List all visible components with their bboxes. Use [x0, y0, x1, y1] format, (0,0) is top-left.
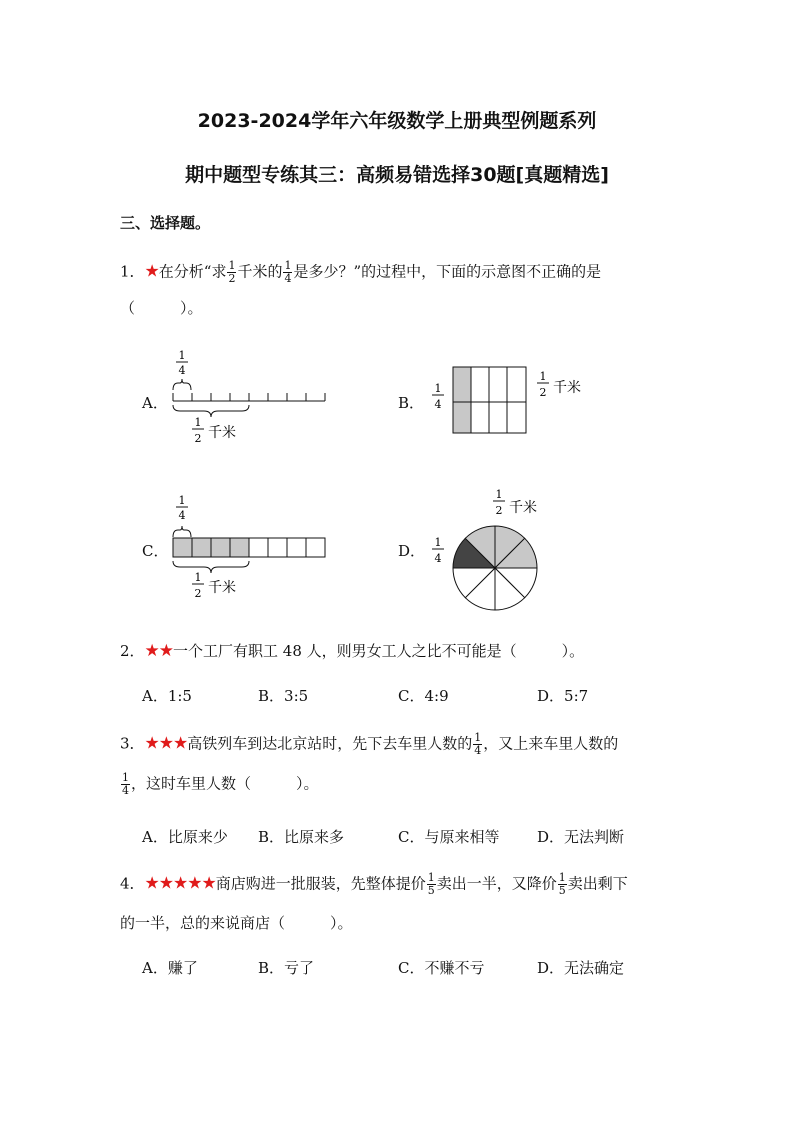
svg-text:1: 1 [194, 416, 202, 429]
svg-text:4: 4 [434, 552, 442, 565]
fraction: $\frac{1}{5}$ [427, 871, 435, 897]
svg-text:2: 2 [539, 386, 547, 399]
svg-text:2: 2 [194, 587, 202, 600]
option-c-diagram [168, 492, 338, 604]
option-a-label: A． [142, 394, 168, 412]
q3-option-d: D．无法判断 [537, 828, 625, 846]
q3-option-a: A．比原来少 [142, 828, 228, 846]
question-text: 卖出剩下 [567, 874, 628, 893]
svg-text:2: 2 [194, 432, 202, 445]
svg-text:千米: 千米 [208, 580, 236, 596]
svg-text:1: 1 [178, 494, 186, 507]
svg-text:1: 1 [495, 488, 503, 501]
svg-text:4: 4 [434, 398, 442, 411]
question-number: 3． [120, 734, 145, 753]
fraction: $\frac{1}{4}$ [122, 771, 129, 797]
number-line-ticks [173, 393, 325, 401]
svg-text:4: 4 [178, 509, 186, 522]
option-b-label: B． [398, 394, 425, 412]
q2-option-b: B．3:5 [258, 687, 309, 705]
q3-option-b: B．比原来多 [258, 828, 345, 846]
q2-option-d: D．5:7 [537, 687, 589, 705]
difficulty-stars: ★ [144, 261, 159, 282]
q2-option-c: C．4:9 [398, 687, 449, 705]
question-number: 4． [120, 874, 145, 893]
answer-blank: （ ）。 [120, 299, 203, 317]
q2-option-a: A．1:5 [142, 687, 192, 705]
difficulty-stars: ★★★ [144, 733, 188, 754]
fraction: $\frac{1}{4}$ [284, 259, 292, 285]
question-3-continued [120, 772, 319, 797]
document-subtitle: 期中题型专练其三：高频易错选择30题[真题精选] [185, 164, 609, 186]
q4-option-c: C．不赚不亏 [398, 959, 485, 977]
document-title: 2023-2024学年六年级数学上册典型例题系列 [197, 110, 597, 132]
section-heading: 三、选择题。 [120, 214, 211, 232]
question-text: 商店购进一批服装，先整体提价 [215, 874, 426, 893]
question-text: 千米的 [237, 262, 283, 281]
svg-text:1: 1 [434, 382, 442, 395]
svg-text:2: 2 [495, 504, 503, 517]
option-a-diagram [168, 345, 338, 455]
fraction: $\frac{1}{5}$ [558, 871, 566, 897]
question-text: ，又上来车里人数的 [483, 734, 619, 753]
q4-option-d: D．无法确定 [537, 959, 625, 977]
q4-option-a: A．赚了 [142, 959, 198, 977]
question-text: ，这时车里人数（ ）。 [131, 774, 319, 793]
svg-text:1: 1 [434, 536, 442, 549]
option-b-diagram [425, 362, 595, 442]
question-text: 卖出一半，又降价 [436, 874, 557, 893]
svg-text:1: 1 [539, 370, 547, 383]
option-d-diagram [425, 486, 565, 616]
q3-option-c: C．与原来相等 [398, 828, 500, 846]
svg-text:4: 4 [178, 364, 186, 377]
question-number: 1． [120, 262, 145, 281]
option-d-label: D． [398, 542, 426, 560]
question-4 [120, 872, 628, 897]
svg-text:千米: 千米 [553, 380, 581, 396]
svg-text:1: 1 [178, 349, 186, 362]
question-text: 在分析“求 [158, 262, 227, 281]
question-text: 是多少？”的过程中，下面的示意图不正确的是 [293, 262, 602, 281]
svg-text:千米: 千米 [208, 425, 236, 441]
question-4-continued: 的一半，总的来说商店（ ）。 [120, 914, 353, 932]
question-number: 2． [120, 642, 145, 660]
question-text: 高铁列车到达北京站时，先下去车里人数的 [187, 734, 473, 753]
q4-option-b: B．亏了 [258, 959, 315, 977]
svg-text:1: 1 [194, 571, 202, 584]
question-1 [120, 260, 601, 285]
question-3 [120, 732, 618, 757]
fraction: $\frac{1}{2}$ [228, 259, 236, 285]
difficulty-stars: ★★★★★ [144, 873, 216, 894]
fraction: $\frac{1}{4}$ [474, 731, 482, 757]
question-2 [120, 640, 584, 661]
svg-text:千米: 千米 [509, 500, 537, 516]
question-text: 一个工厂有职工 48 人，则男女工人之比不可能是（ ）。 [173, 642, 585, 660]
option-c-label: C． [142, 542, 169, 560]
difficulty-stars: ★★ [144, 641, 174, 661]
